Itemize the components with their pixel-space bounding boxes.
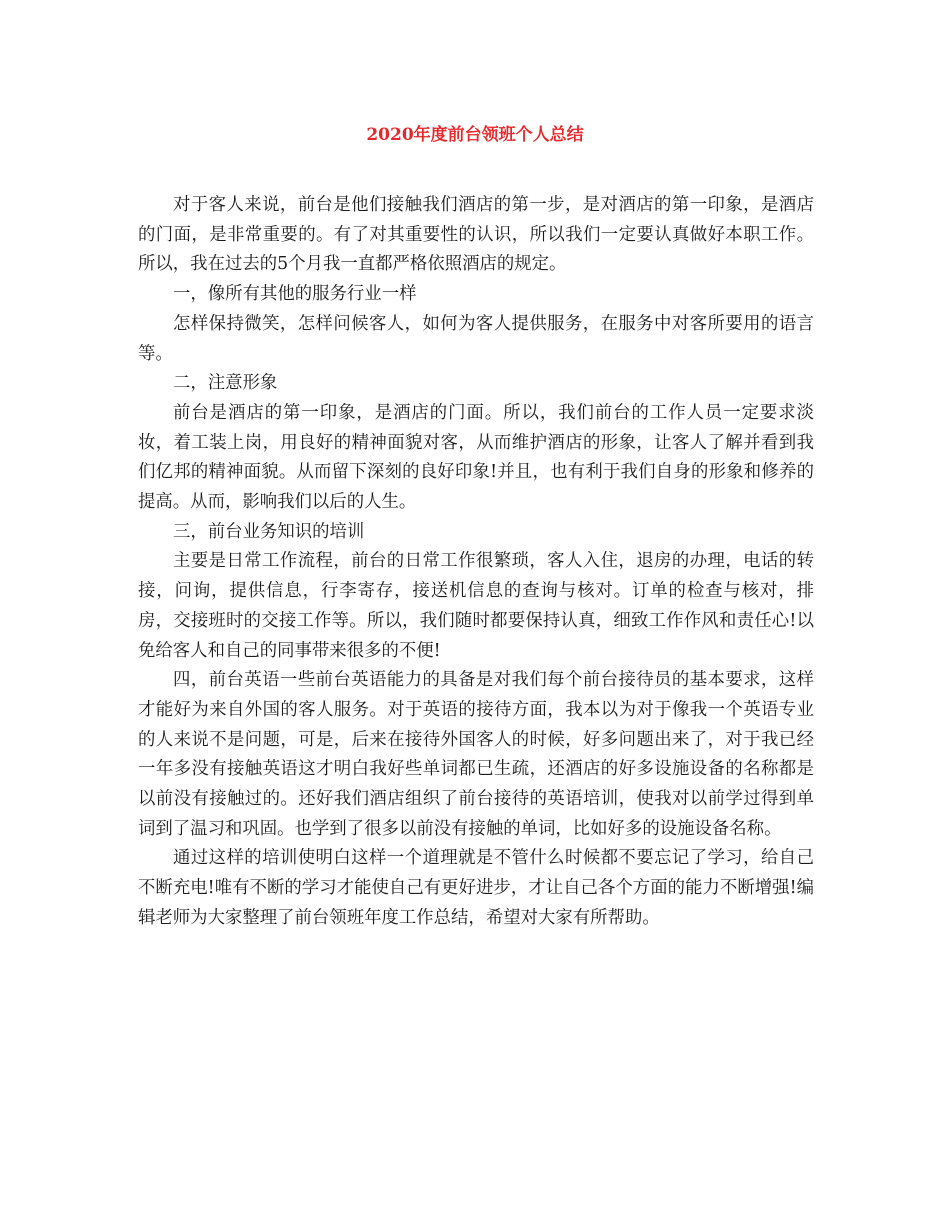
section-heading-1: 一，像所有其他的服务行业一样: [173, 284, 417, 305]
paragraph-4: 四，前台英语一些前台英语能力的具备是对我们每个前台接待员的基本要求，这样才能好为来自外国的客人服务。对于英语的接待方面，我本以为对于像我一个英语专业的人来说不是问题，可是，后来在接待外国客人的时候，好多问题出来了，对于我已经一年多没有接触英语这才明白我好些单词都已生疏，还酒店的好多设施设备的名称都是以前没有接触过的。还好我们酒店组织了前台接待的英语培训，使我对以前学过得到单词到了温习和巩固。也学到了很多以前没有接触的单词，比如好多的设施设备名称。: [138, 670, 814, 839]
section-heading-2: 二，注意形象: [173, 373, 278, 394]
section-heading-3: 三，前台业务知识的培训: [173, 521, 365, 542]
document-title: 2020年度前台领班个人总结: [366, 125, 584, 145]
paragraph-2: 前台是酒店的第一印象，是酒店的门面。所以，我们前台的工作人员一定要求淡妆，着工装上岗，用良好的精神面貌对客，从而维护酒店的形象，让客人了解并看到我们亿邦的精神面貌。从而留下深刻的良好印象!并且，也有利于我们自身的形象和修养的提高。从而，影响我们以后的人生。: [138, 402, 814, 513]
paragraph-intro: 对于客人来说，前台是他们接触我们酒店的第一步，是对酒店的第一印象，是酒店的门面，是非常重要的。有了对其重要性的认识，所以我们一定要认真做好本职工作。 所以，我在过去的5个月我一直都严格依照酒店的规定。: [138, 195, 814, 275]
paragraph-1: 怎样保持微笑，怎样问候客人，如何为客人提供服务，在服务中对客所要用的语言等。: [138, 313, 814, 364]
paragraph-conclusion: 通过这样的培训使明白这样一个道理就是不管什么时候都不要忘记了学习，给自己不断充电!唯有不断的学习才能使自己有更好进步，才让自己各个方面的能力不断增强!编辑老师为大家整理了前台领班年度工作总结，希望对大家有所帮助。: [138, 848, 814, 928]
paragraph-3: 主要是日常工作流程，前台的日常工作很繁琐，客人入住，退房的办理，电话的转接，问询，提供信息，行李寄存，接送机信息的查询与核对。订单的检查与核对，排房，交接班时的交接工作等。所以，我们随时都要保持认真，细致工作作风和责任心!以免给客人和自己的同事带来很多的不便!: [138, 551, 814, 661]
document-body: [138, 191, 814, 934]
